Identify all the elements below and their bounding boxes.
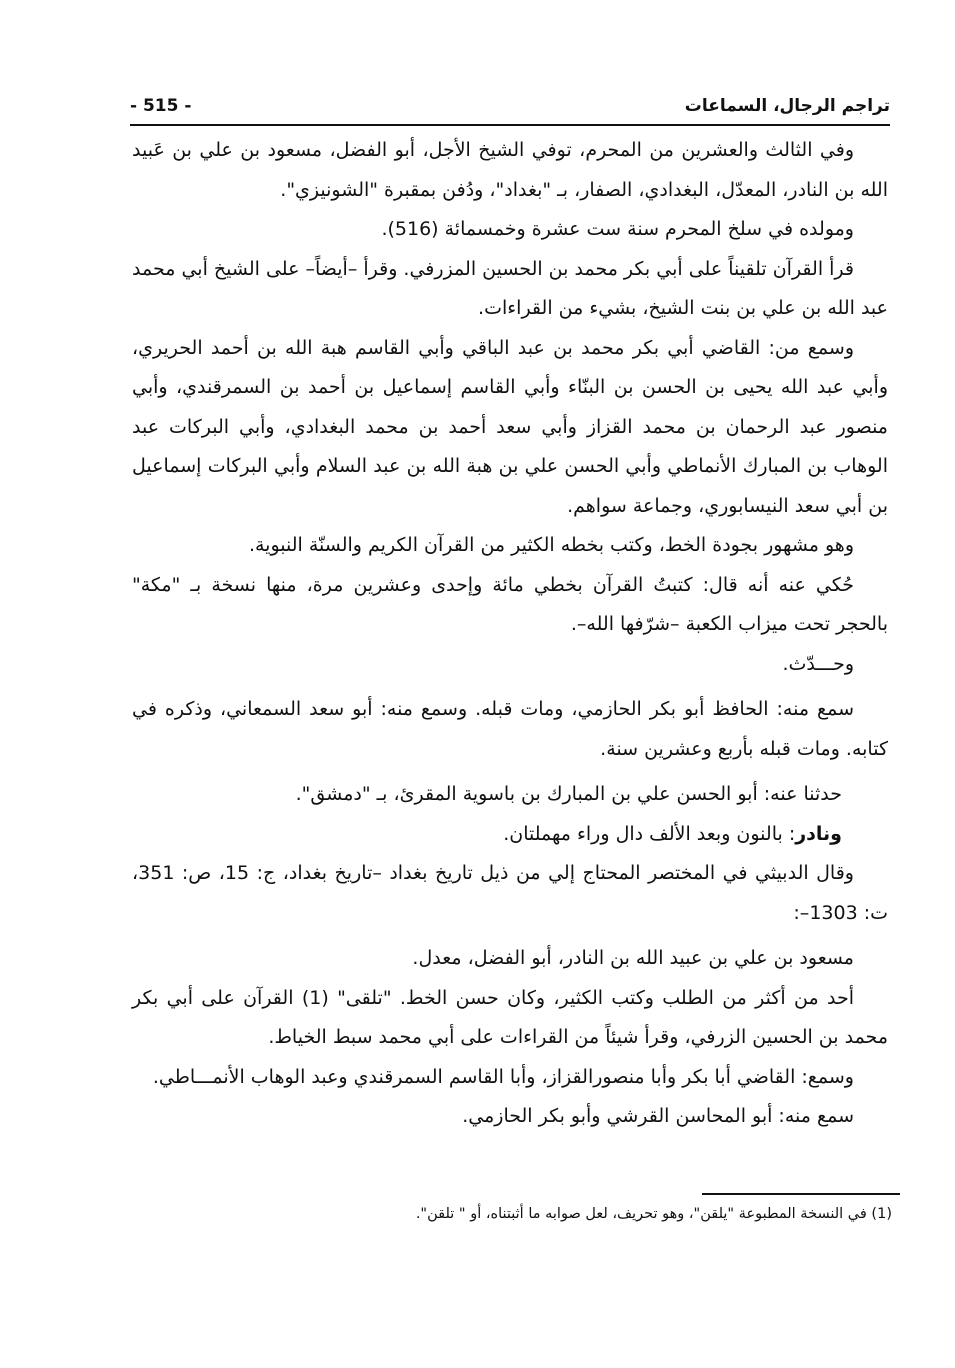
- paragraph-14: وسمع: القاضي أبا بكر وأبا منصورالقزاز، وأبا القاسم السمرقندي وعبد الوهاب الأنمـــاطي.: [152, 1065, 854, 1088]
- paragraph-9: حدثنا عنه: أبو الحسن علي بن المبارك بن باسوية المقرئ، بـ "دمشق".: [295, 783, 842, 805]
- paragraph-8: سمع منه: الحافظ أبو بكر الحازمي، ومات قبله. وسمع منه: أبو سعد السمعاني، وذكره في كتابه. ومات قبله بأربع وعشرين سنة.: [132, 698, 888, 760]
- paragraph-13: أحد من أكثر من الطلب وكتب الكثير، وكان حسن الخط. "تلقى" (1) القرآن على أبي بكر محمد بن الحسين الزرفي، وقرأ شيئاً من القراءات على أبي محمد سبط الخياط.: [132, 986, 888, 1048]
- paragraph-10: [132, 815, 888, 855]
- paragraph-4: وسمع من: القاضي أبي بكر محمد بن عبد الباقي وأبي القاسم هبة الله بن أحمد الحريري، وأبي عبد الله يحيى بن الحسن بن البنّاء وأبي القاسم إسماعيل بن أحمد بن السمرقندي، وأبي منصور عبد الرحمان بن محمد القزاز وأبي سعد أحمد بن محمد البغدادي، وأبي البركات عبد الوهاب بن المبارك الأنماطي وأبي الحسن علي بن هبة الله بن عبد السلام وأبي البركات إسماعيل بن أبي سعد النيسابوري، وجماعة سواهم.: [132, 336, 888, 517]
- paragraph-12: مسعود بن علي بن عبيد الله بن النادر، أبو الفضل، معدل.: [412, 947, 854, 969]
- footnote: (1) في النسخة المطبوعة "يلقن"، وهو تحريف، لعل صوابه ما أثبتناه، أو " تلقن".: [415, 1206, 892, 1222]
- paragraph-6: حُكي عنه أنه قال: كتبتُ القرآن بخطي مائة وإحدى وعشرين مرة، منها نسخة بـ "مكة" بالحجر تحت ميزاب الكعبة –شرّفها الله–.: [132, 573, 888, 635]
- page-number: - 515 -: [130, 96, 192, 116]
- paragraph-10-text: : بالنون وبعد الألف دال وراء مهملتان.: [503, 822, 796, 845]
- paragraph-3: قرأ القرآن تلقيناً على أبي بكر محمد بن الحسين المزرفي. وقرأ –أيضاً– على الشيخ أبي محمد عبد الله بن علي بن بنت الشيخ، بشيء من القراءات.: [132, 257, 888, 319]
- paragraph-10-lead: ونادر: [795, 822, 842, 845]
- running-title: تراجم الرجال، السماعات: [684, 96, 890, 116]
- paragraph-11: وقال الدبيثي في المختصر المحتاج إلي من ذيل تاريخ بغداد –تاريخ بغداد، ج: 15، ص: 351، ت: 1303–:: [132, 862, 888, 924]
- body-text: [132, 131, 888, 1137]
- header-rule: [130, 124, 890, 126]
- paragraph-5: وهو مشهور بجودة الخط، وكتب بخطه الكثير من القرآن الكريم والسنّة النبوية.: [248, 534, 854, 556]
- paragraph-2: ومولده في سلخ المحرم سنة ست عشرة وخمسمائة (516).: [381, 218, 854, 240]
- footnote-rule: [702, 1193, 900, 1195]
- paragraph-7: وحـــدّث.: [782, 652, 854, 675]
- paragraph-1: وفي الثالث والعشرين من المحرم، توفي الشيخ الأجل، أبو الفضل، مسعود بن علي بن عَبيد الله بن النادر، المعدّل، البغدادي، الصفار، بـ "بغداد"، ودُفن بمقبرة "الشونيزي".: [132, 139, 888, 201]
- page-header: [130, 94, 890, 130]
- paragraph-15: سمع منه: أبو المحاسن القرشي وأبو بكر الحازمي.: [462, 1105, 854, 1127]
